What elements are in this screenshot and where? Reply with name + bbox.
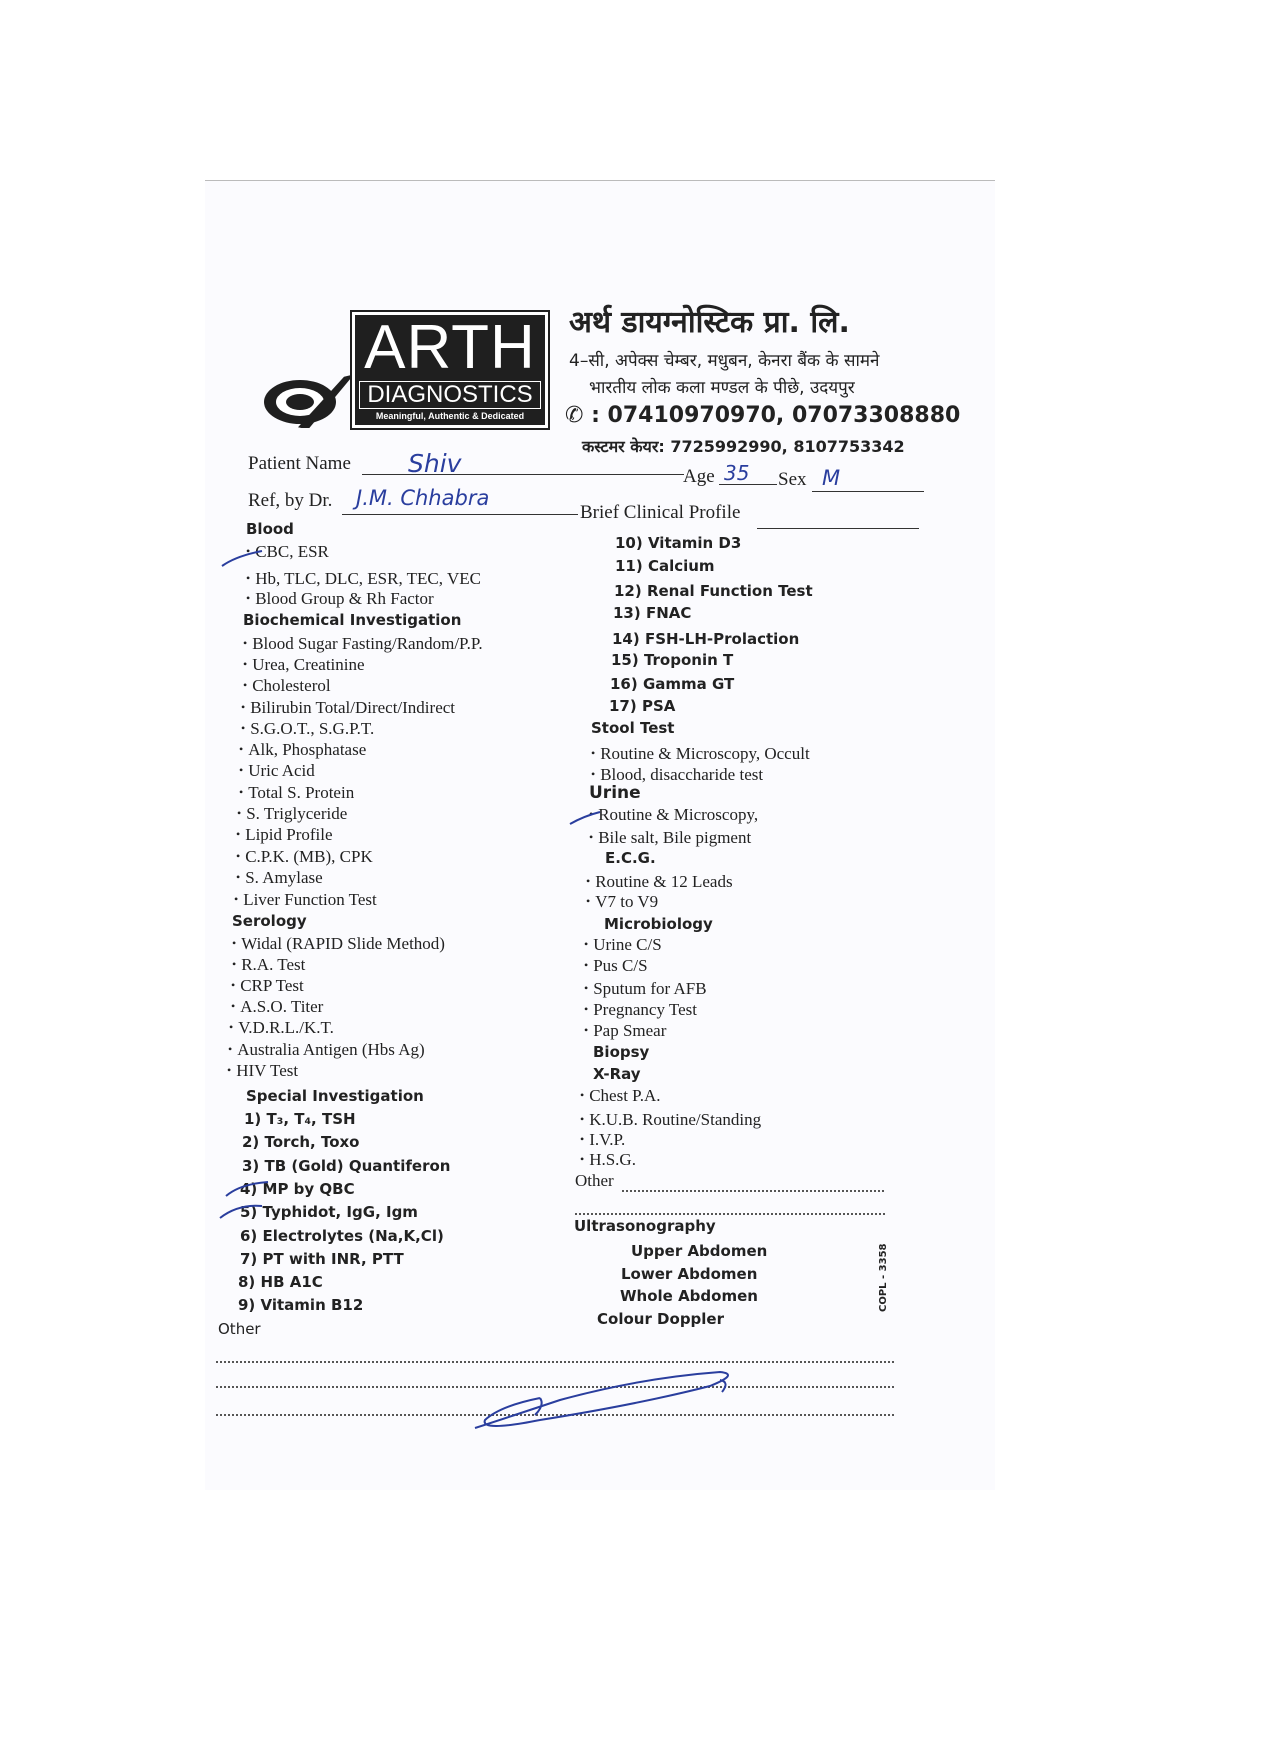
test-calcium: 11) Calcium [615, 557, 715, 575]
test-hba1c: 8) HB A1C [238, 1273, 323, 1291]
test-chest-pa: • Chest P.A. [580, 1086, 661, 1106]
section-biopsy: Biopsy [593, 1043, 650, 1061]
test-ggt: 16) Gamma GT [610, 675, 735, 693]
section-microbiology: Microbiology [604, 915, 713, 933]
ref-doctor-label: Ref, by Dr. [248, 490, 333, 511]
test-lft: • Liver Function Test [234, 890, 377, 910]
section-ecg: E.C.G. [605, 849, 656, 867]
test-widal: • Widal (RAPID Slide Method) [232, 934, 445, 954]
test-vit-b12: 9) Vitamin B12 [238, 1296, 364, 1314]
test-uric-acid: • Uric Acid [239, 761, 315, 781]
other-label-left: Other [218, 1320, 261, 1338]
test-urea: • Urea, Creatinine [243, 655, 365, 675]
test-cholesterol: • Cholesterol [243, 676, 331, 696]
signature [475, 1372, 728, 1428]
age-label: Age [683, 466, 715, 487]
test-sgot: • S.G.O.T., S.G.P.T. [241, 719, 374, 739]
test-lipid: • Lipid Profile [236, 825, 333, 845]
test-psa: 17) PSA [609, 697, 676, 715]
test-hbsag: • Australia Antigen (Hbs Ag) [228, 1040, 425, 1060]
test-tsh: 1) T₃, T₄, TSH [244, 1110, 356, 1128]
test-hsg: • H.S.G. [580, 1150, 636, 1170]
test-pus-cs: • Pus C/S [584, 956, 648, 976]
test-ra: • R.A. Test [232, 955, 305, 975]
test-pap-smear: • Pap Smear [584, 1021, 666, 1041]
sex-label: Sex [778, 469, 807, 490]
test-aso: • A.S.O. Titer [231, 997, 323, 1017]
test-alk: • Alk, Phosphatase [239, 740, 366, 760]
company-name-hindi: अर्थ डायग्नोस्टिक प्रा. लि. [569, 305, 850, 340]
test-stool-routine: • Routine & Microscopy, Occult [591, 744, 810, 764]
form-code: COPL - 3358 [878, 1243, 889, 1312]
test-pt-inr: 7) PT with INR, PTT [240, 1250, 404, 1268]
brand-sub: DIAGNOSTICS [359, 381, 541, 409]
test-colour-doppler: Colour Doppler [597, 1310, 725, 1328]
patient-name-value: Shiv [408, 449, 462, 478]
test-electrolytes: 6) Electrolytes (Na,K,Cl) [240, 1227, 444, 1245]
age-value: 35 [724, 461, 750, 485]
test-troponin: 15) Troponin T [611, 651, 734, 669]
test-cpk: • C.P.K. (MB), CPK [236, 847, 373, 867]
test-v7-v9: • V7 to V9 [586, 892, 658, 912]
test-protein: • Total S. Protein [239, 783, 354, 803]
section-serology: Serology [232, 912, 307, 930]
tick-cbc [222, 551, 262, 566]
test-urine-cs: • Urine C/S [584, 935, 662, 955]
section-special: Special Investigation [246, 1087, 424, 1105]
clinical-profile-label: Brief Clinical Profile [580, 502, 741, 523]
patient-name-label: Patient Name [248, 453, 351, 474]
brand-word: ARTH [364, 313, 536, 382]
test-upper-abdomen: Upper Abdomen [631, 1242, 768, 1260]
test-ecg-routine: • Routine & 12 Leads [586, 872, 733, 892]
tick-mp [226, 1182, 268, 1196]
test-blood-group: • Blood Group & Rh Factor [246, 589, 434, 609]
test-urine-routine: • Routine & Microscopy, [589, 805, 758, 825]
test-triglyceride: • S. Triglyceride [237, 804, 347, 824]
test-typhidot: 5) Typhidot, IgG, Igm [240, 1203, 418, 1221]
test-hb-tlc: • Hb, TLC, DLC, ESR, TEC, VEC [246, 569, 481, 589]
test-kub: • K.U.B. Routine/Standing [580, 1110, 761, 1130]
section-xray: X-Ray [593, 1065, 641, 1083]
test-mp-qbc: 4) MP by QBC [240, 1180, 355, 1198]
tick-typhidot [220, 1206, 262, 1218]
test-rft: 12) Renal Function Test [614, 582, 813, 600]
ref-doctor-value: J.M. Chhabra [356, 486, 490, 510]
tick-urine [570, 812, 600, 824]
test-bile: • Bile salt, Bile pigment [589, 828, 751, 848]
section-biochemical: Biochemical Investigation [243, 611, 462, 629]
test-stool-blood: • Blood, disaccharide test [591, 765, 763, 785]
test-blood-sugar: • Blood Sugar Fasting/Random/P.P. [243, 634, 483, 654]
test-vdrl: • V.D.R.L./K.T. [229, 1018, 334, 1038]
sex-value: M [822, 466, 841, 490]
test-bilirubin: • Bilirubin Total/Direct/Indirect [241, 698, 455, 718]
section-ultrasonography: Ultrasonography [574, 1217, 716, 1235]
test-tb-gold: 3) TB (Gold) Quantiferon [242, 1157, 451, 1175]
section-stool: Stool Test [591, 719, 675, 737]
section-blood: Blood [246, 520, 294, 538]
test-ivp: • I.V.P. [580, 1130, 625, 1150]
test-sputum-afb: • Sputum for AFB [584, 979, 707, 999]
customer-care: कस्टमर केयर: 7725992990, 8107753342 [582, 437, 905, 456]
phone-numbers: ✆ : 07410970970, 07073308880 [565, 403, 961, 428]
section-urine: Urine [589, 783, 641, 803]
test-vit-d3: 10) Vitamin D3 [615, 534, 742, 552]
test-crp: • CRP Test [231, 976, 304, 996]
address-line-2: भारतीय लोक कला मण्डल के पीछे, उदयपुर [589, 378, 855, 398]
address-line-1: 4–सी, अपेक्स चेम्बर, मधुबन, केनरा बैंक के सामने [569, 351, 880, 371]
test-hiv: • HIV Test [227, 1061, 298, 1081]
test-fnac: 13) FNAC [613, 604, 692, 622]
test-lower-abdomen: Lower Abdomen [621, 1265, 758, 1283]
test-cbc-esr: • CBC, ESR [246, 542, 329, 562]
test-amylase: • S. Amylase [236, 868, 323, 888]
other-label-right: Other [575, 1171, 614, 1190]
test-torch: 2) Torch, Toxo [242, 1133, 360, 1151]
test-whole-abdomen: Whole Abdomen [620, 1287, 758, 1305]
test-pregnancy: • Pregnancy Test [584, 1000, 697, 1020]
brand-tagline: Meaningful, Authentic & Dedicated [375, 411, 525, 421]
test-fsh: 14) FSH-LH-Prolaction [612, 630, 800, 648]
